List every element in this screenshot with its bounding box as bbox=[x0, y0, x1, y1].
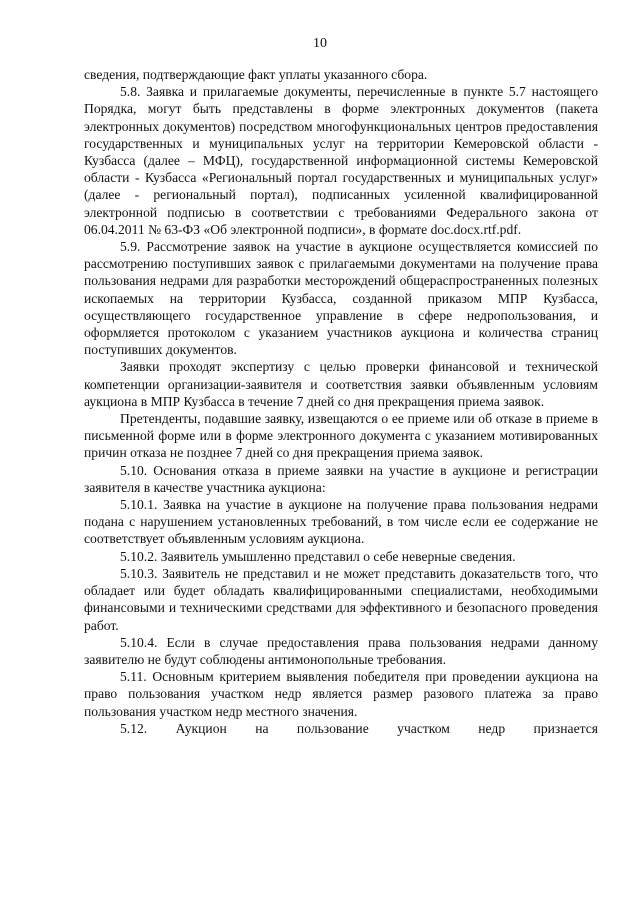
paragraph-5-10: 5.10. Основания отказа в приеме заявки на участие в аукционе и регистрации заявителя в качестве участника аукциона: bbox=[84, 462, 598, 495]
paragraph-continuation: сведения, подтверждающие факт уплаты указанного сбора. bbox=[84, 67, 428, 82]
paragraph-applicants-notice: Претенденты, подавшие заявку, извещаются о ее приеме или об отказе в приеме в письменной форме или в форме электронного документа с указанием мотивированных причин отказа не позднее 7 дней со дня прекращения приема заявок. bbox=[84, 411, 598, 461]
paragraph-5-11: 5.11. Основным критерием выявления победителя при проведении аукциона на право пользования участком недр является размер разового платежа за право пользования участком недр местного значения. bbox=[84, 669, 598, 719]
paragraph-5-9: 5.9. Рассмотрение заявок на участие в аукционе осуществляется комиссией по рассмотрению поступивших заявок с прилагаемыми документами на получение права пользования недрами для разработки месторождений общераспространенных полезных ископаемых на территории Кузбасса, созданной приказом МПР Кузбасса, осуществляющего государственное управление в сфере недропользования, и оформляется протоколом с указанием участников аукциона и количества страниц поступивших документов. bbox=[84, 239, 598, 358]
paragraph-5-8: 5.8. Заявка и прилагаемые документы, перечисленные в пункте 5.7 настоящего Порядка, могут быть представлены в форме электронных документов (пакета электронных документов) посредством многофункциональных центров предоставления государственных и муниципальных услуг на территории Кемеровской области - Кузбасса (далее – МФЦ), государственной информационной системы Кемеровской области - Кузбасса «Региональный портал государственных и муниципальных услуг» (далее - региональный портал), подписанных усиленной квалифицированной электронной подписью в соответствии с требованиями Федерального закона от 06.04.2011 № 63-ФЗ «Об электронной подписи», в формате doc.docx.rtf.pdf. bbox=[84, 84, 598, 237]
page-number: 10 bbox=[313, 36, 327, 51]
paragraph-5-10-3: 5.10.3. Заявитель не представил и не может представить доказательств того, что обладает или будет обладать квалифицированными специалистами, необходимыми финансовыми и техническими средствами для эффективного и безопасного проведения работ. bbox=[84, 565, 598, 633]
paragraph-5-12: 5.12. Аукцион на пользование участком недр признается bbox=[120, 720, 598, 736]
document-body bbox=[84, 66, 598, 737]
paragraph-5-10-2: 5.10.2. Заявитель умышленно представил о себе неверные сведения. bbox=[120, 548, 516, 564]
paragraph-expertise: Заявки проходят экспертизу с целью проверки финансовой и технической компетенции организации-заявителя и соответствия заявки объявленным условиям аукциона в МПР Кузбасса в течение 7 дней со дня прекращения приема заявок. bbox=[84, 359, 598, 409]
paragraph-5-10-1: 5.10.1. Заявка на участие в аукционе на получение права пользования недрами подана с нарушением установленных требований, в том числе если ее содержание не соответствует объявленным условиям аукциона. bbox=[84, 497, 598, 547]
paragraph-5-10-4: 5.10.4. Если в случае предоставления права пользования недрами данному заявителю не будут соблюдены антимонопольные требования. bbox=[84, 634, 598, 667]
